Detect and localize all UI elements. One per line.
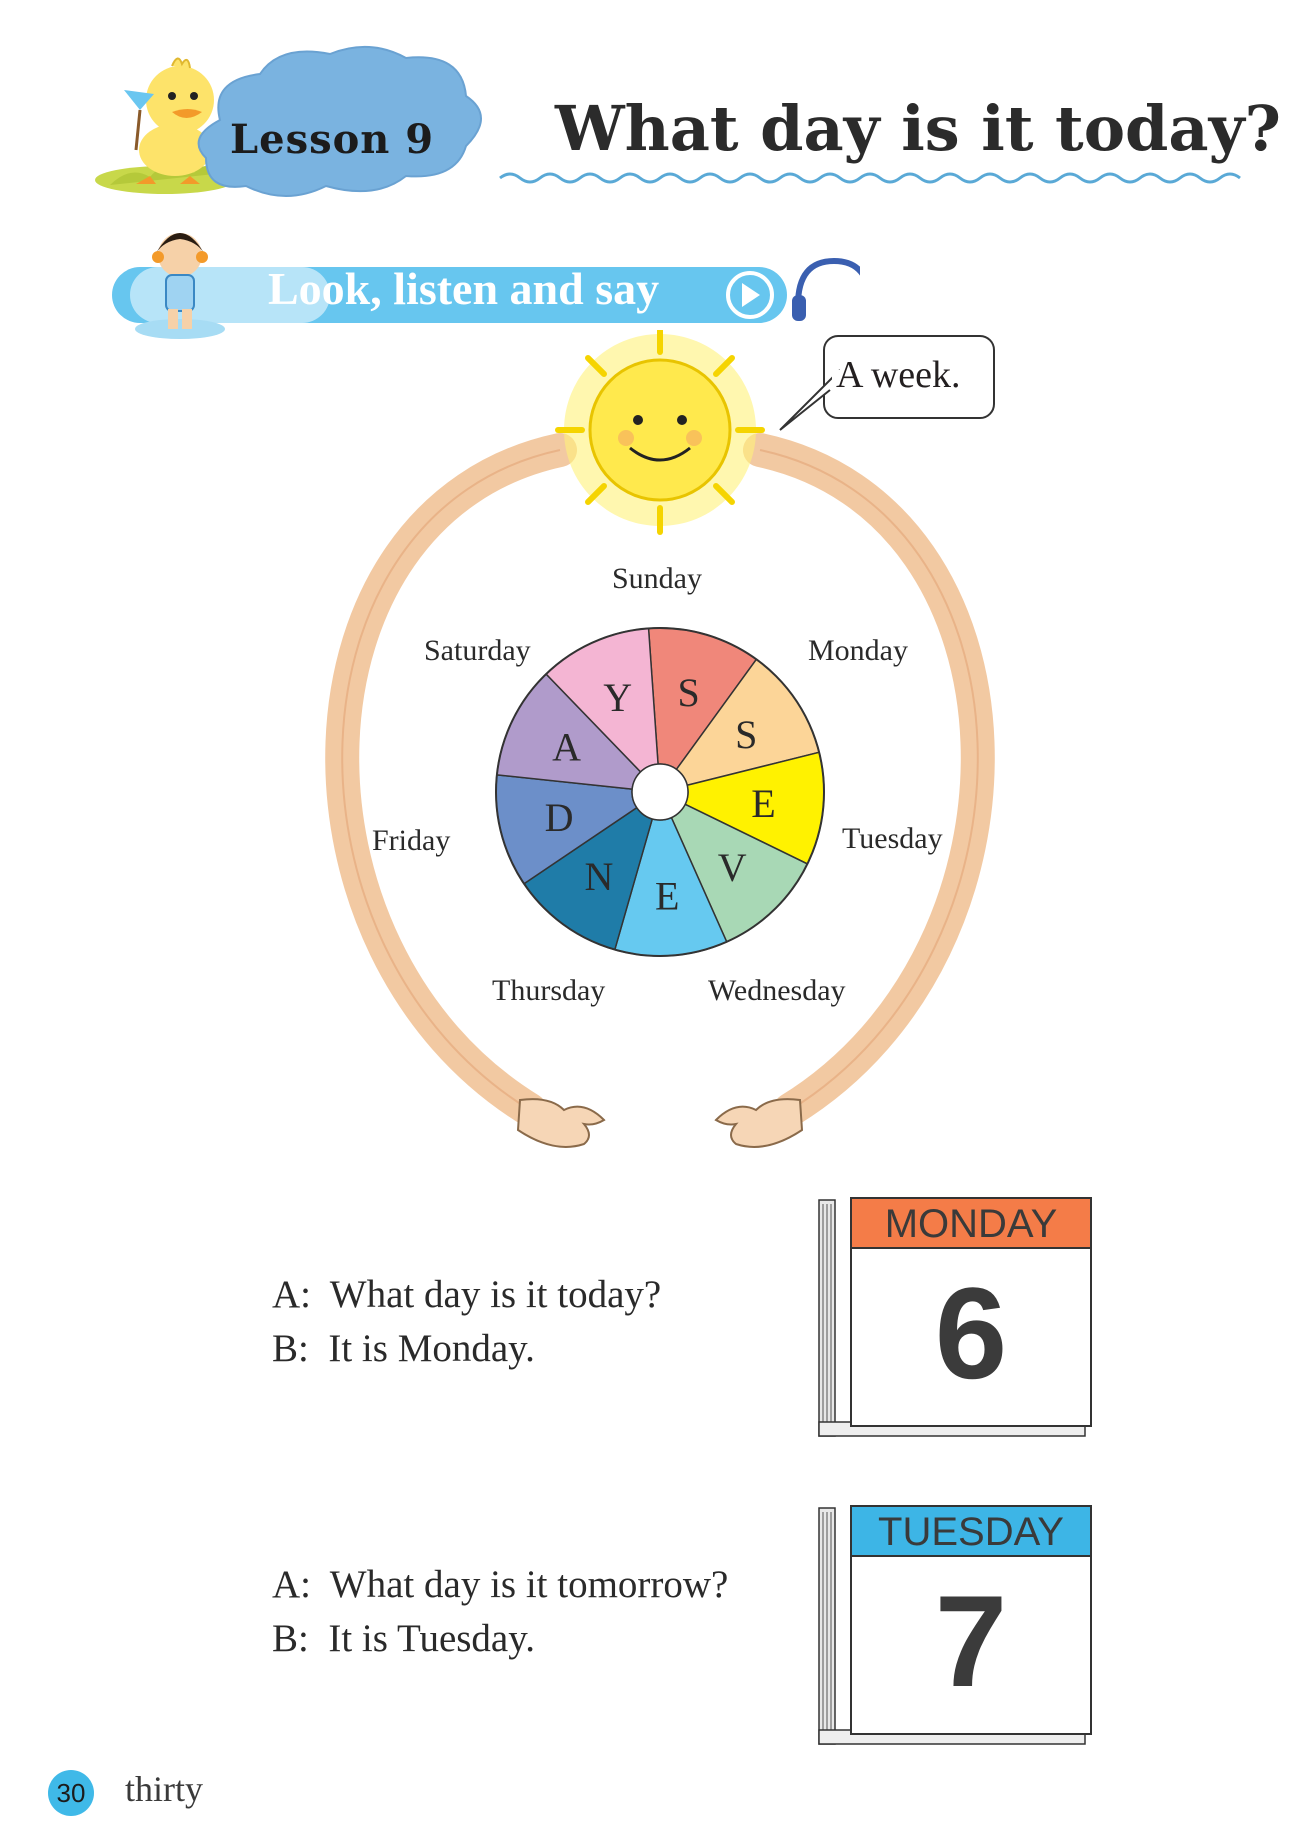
wheel-letter: Y [603,674,633,720]
sun-character [558,330,762,532]
dialog-2-answer [272,1616,535,1661]
answer-text: It is Monday. [328,1327,535,1370]
dialog-2-question [272,1562,728,1607]
calendar-day-name: MONDAY [884,1202,1058,1246]
calendar-monday [815,1190,1095,1440]
day-label-thursday: Thursday [492,974,606,1007]
week-illustration [280,330,1040,1190]
wheel-letter: D [544,795,574,841]
wheel-letter: E [655,873,680,919]
wheel-letter: S [677,670,700,716]
section-title: Look, listen and say [268,263,660,314]
day-label-sunday: Sunday [612,562,702,595]
day-label-friday: Friday [372,824,451,857]
question-text: What day is it today? [329,1273,662,1316]
wheel-letter: E [751,780,776,826]
day-label-monday: Monday [808,634,908,667]
page-title: What day is it today? [555,92,1281,165]
wheel-center [632,764,688,820]
speaker-b-label: B: [272,1617,309,1660]
wheel-letter: V [717,844,747,890]
question-text: What day is it tomorrow? [329,1563,729,1606]
calendar-date-number: 6 [934,1260,1008,1406]
play-icon[interactable] [728,273,772,317]
answer-text: It is Tuesday. [328,1617,535,1660]
title-underline [500,174,1240,182]
speaker-a-label: A: [272,1563,311,1606]
calendar-tuesday [815,1498,1095,1748]
wheel-letter: A [552,724,581,770]
dialog-1-question [272,1272,661,1317]
page-number-word: thirty [125,1769,203,1809]
dialog-1-answer [272,1326,535,1371]
speaker-a-label: A: [272,1273,311,1316]
day-label-wednesday: Wednesday [708,974,846,1007]
calendar-day-name: TUESDAY [878,1510,1064,1554]
headphones-icon[interactable] [792,261,860,321]
speech-bubble-text: A week. [836,354,961,396]
lesson-label: Lesson 9 [230,116,435,163]
week-wheel [496,628,824,956]
wheel-letter: N [584,854,614,900]
speaker-b-label: B: [272,1327,309,1370]
day-label-tuesday: Tuesday [842,822,943,855]
day-label-saturday: Saturday [424,634,531,667]
calendar-date-number: 7 [934,1568,1008,1714]
page-number-badge: 30 [48,1770,94,1816]
wheel-letter: S [735,711,758,757]
